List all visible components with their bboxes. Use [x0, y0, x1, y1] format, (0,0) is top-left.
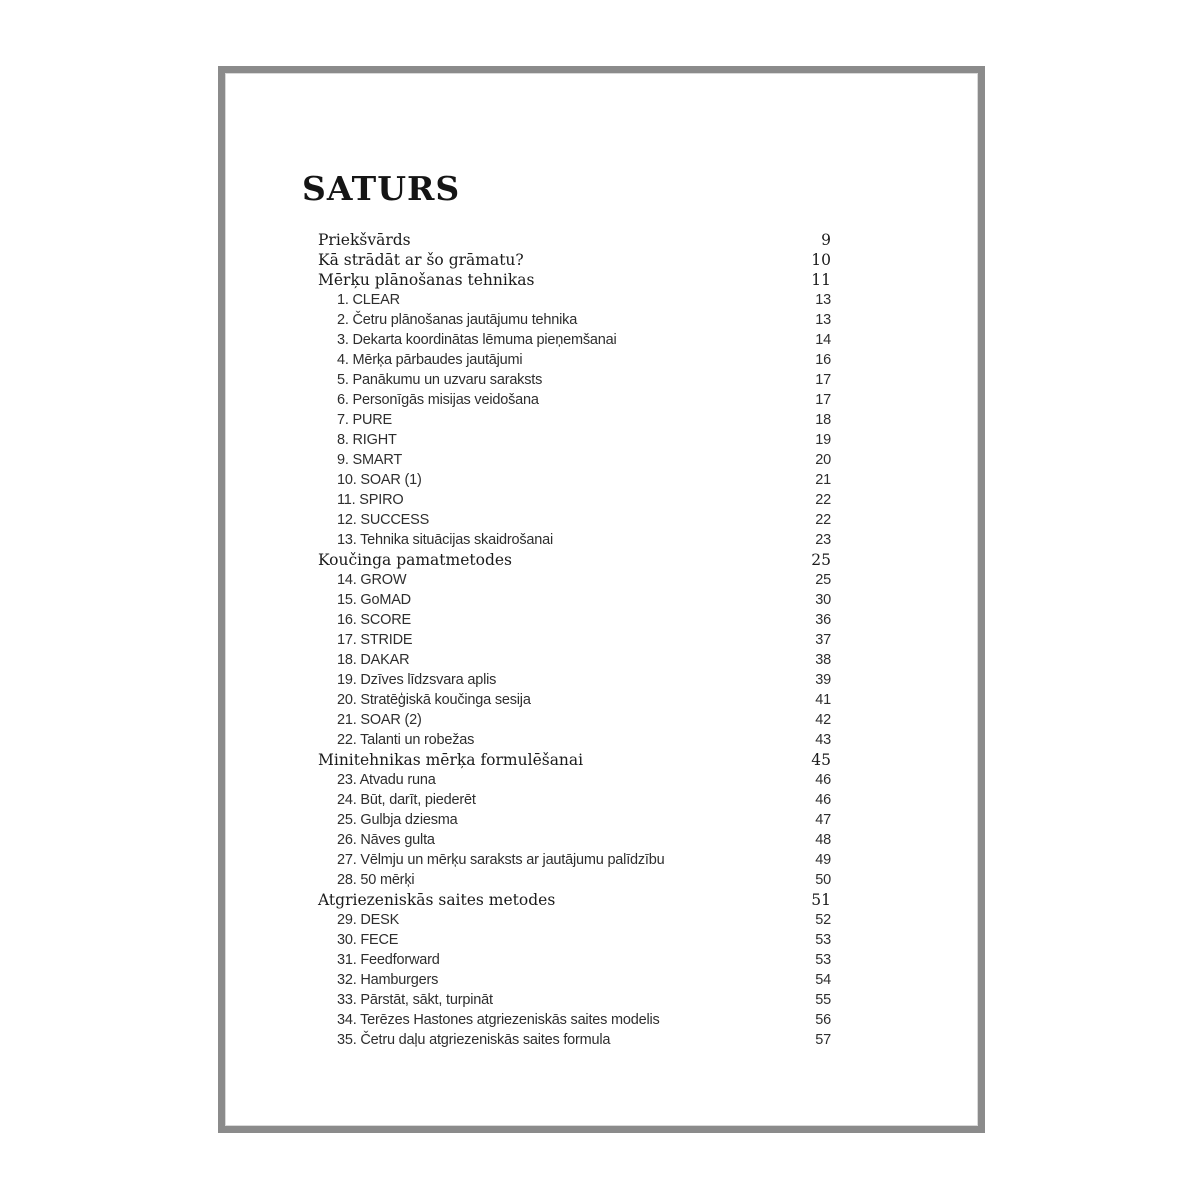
toc-entry-label: Priekšvārds	[318, 231, 411, 249]
toc-entry-label: 6. Personīgās misijas veidošana	[337, 392, 539, 408]
toc-entry	[318, 670, 831, 690]
toc-entry	[318, 570, 831, 590]
toc-entry-label: 21. SOAR (2)	[337, 712, 422, 728]
toc-entry-page-number: 48	[815, 832, 831, 848]
toc-entry-label: 22. Talanti un robežas	[337, 732, 475, 748]
toc-entry-label: 11. SPIRO	[337, 492, 404, 508]
toc-entry	[318, 550, 831, 570]
toc-entry	[318, 750, 831, 770]
toc-entry-label: 2. Četru plānošanas jautājumu tehnika	[337, 312, 578, 328]
toc-entry-label: Atgriezeniskās saites metodes	[318, 891, 556, 909]
toc-entry-label: 25. Gulbja dziesma	[337, 812, 458, 828]
toc-entry-label: 14. GROW	[337, 572, 407, 588]
toc-entry-page-number: 18	[815, 412, 831, 428]
toc-entry	[318, 730, 831, 750]
toc-entry-page-number: 13	[815, 312, 831, 328]
toc-entry	[318, 770, 831, 790]
toc-entry-page-number: 51	[811, 891, 831, 909]
toc-entry-page-number: 17	[815, 392, 831, 408]
toc-entry-page-number: 22	[815, 492, 831, 508]
toc-entry-label: Kā strādāt ar šo grāmatu?	[318, 251, 524, 269]
toc-entry-label: 18. DAKAR	[337, 652, 410, 668]
toc-entry	[318, 470, 831, 490]
toc-entry	[318, 330, 831, 350]
toc-entry	[318, 830, 831, 850]
toc-entry-label: 10. SOAR (1)	[337, 472, 422, 488]
toc-entry-page-number: 54	[815, 972, 831, 988]
toc-entry-label: 8. RIGHT	[337, 432, 397, 448]
toc-entry	[318, 250, 831, 270]
toc-entry-label: 12. SUCCESS	[337, 512, 430, 528]
toc-entry-label: 1. CLEAR	[337, 292, 400, 308]
page-title: SATURS	[302, 169, 461, 209]
toc-entry	[318, 970, 831, 990]
toc-entry	[318, 890, 831, 910]
toc-entry-page-number: 16	[815, 352, 831, 368]
toc-entry-label: 3. Dekarta koordinātas lēmuma pieņemšanai	[337, 332, 617, 348]
toc-entry-page-number: 41	[815, 692, 831, 708]
toc-entry-page-number: 49	[815, 852, 831, 868]
toc-entry	[318, 350, 831, 370]
toc-entry-page-number: 57	[815, 1032, 831, 1048]
toc-entry-page-number: 43	[815, 732, 831, 748]
toc-entry-page-number: 53	[815, 952, 831, 968]
toc-entry-page-number: 46	[815, 772, 831, 788]
toc-entry	[318, 490, 831, 510]
toc-entry-page-number: 56	[815, 1012, 831, 1028]
toc-entry-page-number: 53	[815, 932, 831, 948]
toc-entry-label: 5. Panākumu un uzvaru saraksts	[337, 372, 543, 388]
toc-entry-page-number: 22	[815, 512, 831, 528]
toc-entry-page-number: 45	[811, 751, 831, 769]
toc-entry-page-number: 9	[821, 231, 831, 249]
toc-entry-label: 20. Stratēģiskā koučinga sesija	[337, 692, 531, 708]
toc-entry	[318, 710, 831, 730]
toc-entry	[318, 390, 831, 410]
table-of-contents	[318, 230, 831, 1050]
toc-entry-label: 35. Četru daļu atgriezeniskās saites formula	[337, 1032, 611, 1048]
toc-entry	[318, 810, 831, 830]
toc-entry-label: Minitehnikas mērķa formulēšanai	[318, 751, 584, 769]
page-frame	[218, 66, 985, 1133]
toc-entry-page-number: 23	[815, 532, 831, 548]
toc-entry-label: 16. SCORE	[337, 612, 411, 628]
toc-entry-label: Koučinga pamatmetodes	[318, 551, 512, 569]
toc-entry-label: 13. Tehnika situācijas skaidrošanai	[337, 532, 554, 548]
toc-entry	[318, 990, 831, 1010]
toc-entry	[318, 950, 831, 970]
book-page	[225, 73, 978, 1126]
toc-entry-label: Mērķu plānošanas tehnikas	[318, 271, 535, 289]
toc-entry	[318, 450, 831, 470]
toc-entry	[318, 310, 831, 330]
toc-entry-page-number: 46	[815, 792, 831, 808]
toc-entry-label: 30. FECE	[337, 932, 399, 948]
toc-entry-page-number: 25	[815, 572, 831, 588]
toc-entry-label: 32. Hamburgers	[337, 972, 439, 988]
toc-entry-page-number: 13	[815, 292, 831, 308]
toc-entry-label: 34. Terēzes Hastones atgriezeniskās saites modelis	[337, 1012, 660, 1028]
toc-entry-page-number: 39	[815, 672, 831, 688]
toc-entry-label: 26. Nāves gulta	[337, 832, 435, 848]
toc-entry-label: 15. GoMAD	[337, 592, 411, 608]
toc-entry	[318, 270, 831, 290]
toc-entry-label: 7. PURE	[337, 412, 393, 428]
toc-entry-page-number: 14	[815, 332, 831, 348]
toc-entry	[318, 1030, 831, 1050]
toc-entry	[318, 590, 831, 610]
toc-entry-page-number: 42	[815, 712, 831, 728]
toc-entry	[318, 630, 831, 650]
toc-entry	[318, 290, 831, 310]
toc-entry-page-number: 50	[815, 872, 831, 888]
toc-entry	[318, 930, 831, 950]
toc-entry	[318, 510, 831, 530]
toc-entry-page-number: 25	[811, 551, 831, 569]
toc-entry	[318, 610, 831, 630]
toc-entry-page-number: 38	[815, 652, 831, 668]
toc-entry-page-number: 19	[815, 432, 831, 448]
toc-entry-label: 31. Feedforward	[337, 952, 440, 968]
toc-entry-page-number: 11	[811, 271, 831, 289]
toc-entry	[318, 370, 831, 390]
toc-entry-page-number: 52	[815, 912, 831, 928]
toc-entry-label: 17. STRIDE	[337, 632, 413, 648]
toc-entry-page-number: 17	[815, 372, 831, 388]
toc-entry	[318, 430, 831, 450]
toc-entry-page-number: 10	[811, 251, 831, 269]
toc-entry-page-number: 47	[815, 812, 831, 828]
toc-entry	[318, 790, 831, 810]
toc-entry-label: 29. DESK	[337, 912, 400, 928]
toc-entry-page-number: 55	[815, 992, 831, 1008]
toc-entry-page-number: 37	[815, 632, 831, 648]
toc-entry	[318, 690, 831, 710]
toc-entry	[318, 1010, 831, 1030]
toc-entry	[318, 650, 831, 670]
toc-entry-label: 9. SMART	[337, 452, 403, 468]
toc-entry	[318, 230, 831, 250]
toc-entry	[318, 850, 831, 870]
toc-entry	[318, 910, 831, 930]
toc-entry	[318, 870, 831, 890]
toc-entry	[318, 530, 831, 550]
toc-entry-page-number: 21	[815, 472, 831, 488]
toc-entry-label: 33. Pārstāt, sākt, turpināt	[337, 992, 493, 1008]
toc-entry-label: 19. Dzīves līdzsvara aplis	[337, 672, 497, 688]
toc-entry-page-number: 36	[815, 612, 831, 628]
toc-entry-label: 27. Vēlmju un mērķu saraksts ar jautājumu palīdzību	[337, 852, 665, 868]
toc-entry-label: 28. 50 mērķi	[337, 872, 415, 888]
toc-entry-label: 23. Atvadu runa	[337, 772, 436, 788]
toc-entry-label: 24. Būt, darīt, piederēt	[337, 792, 476, 808]
toc-entry-page-number: 20	[815, 452, 831, 468]
toc-entry-label: 4. Mērķa pārbaudes jautājumi	[337, 352, 523, 368]
toc-entry	[318, 410, 831, 430]
toc-entry-page-number: 30	[815, 592, 831, 608]
